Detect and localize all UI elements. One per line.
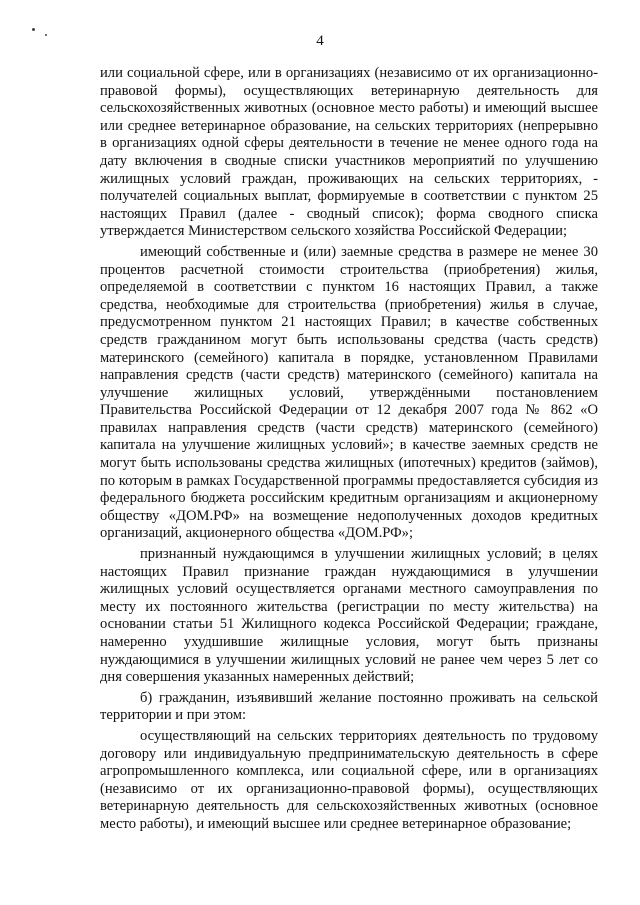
paragraph-housing-need: признанный нуждающимся в улучшении жилищных условий; в целях настоящих Правил признание граждан нуждающимися в улучшении жилищных условий осуществляется органами местного самоуправления по месту их постоянного жительства (регистрации по месту жительства) на основании статьи 51 Жилищного кодекса Российской Федерации; граждане, намеренно ухудшившие жилищные условия, могут быть признаны нуждающимися в улучшении жилищных условий не ранее чем через 5 лет со дня совершения указанных намеренных действий; <box>100 546 598 686</box>
paragraph-employment: осуществляющий на сельских территориях деятельность по трудовому договору или индивидуальную предпринимательскую деятельность в сфере агропромышленного комплекса, или социальной сфере, или в организациях (независимо от их организационно-правовой формы), осуществляющих ветеринарную деятельность для сельскохозяйственных животных (основное место работы), и имеющий высшее или среднее ветеринарное образование; <box>100 727 598 832</box>
paragraph-own-funds: имеющий собственные и (или) заемные средства в размере не менее 30 процентов расчетной стоимости строительства (приобретения) жилья, определяемой в соответствии с пунктом 16 настоящих Правил, а также средства, необходимые для строительства (приобретения) жилья в случае, предусмотренном пунктом 21 настоящих Правил; в качестве собственных средств гражданином могут быть использованы средства (часть средств) материнского (семейного) капитала в порядке, установленном Правилами направления средств (части средств) материнского (семейного) капитала на улучшение жилищных условий, утверждёнными постановлением Правительства Российской Федерации от 12 декабря 2007 года № 862 «О правилах направления средств (части средств) материнского (семейного) капитала на улучшение жилищных условий»; в качестве заемных средств не могут быть использованы средства жилищных (ипотечных) кредитов (займов), по которым в рамках Государственной программы предоставляется субсидия из федерального бюджета российским кредитным организациям и акционерному обществу «ДОМ.РФ» на возмещение недополученных доходов кредитных организаций, акционерного общества «ДОМ.РФ»; <box>100 243 598 542</box>
scan-speck <box>32 28 35 31</box>
paragraph-continuation: или социальной сфере, или в организациях (независимо от их организационно-правовой формы), осуществляющих ветеринарную деятельность для сельскохозяйственных животных (основное место работы) и имеющий высшее или среднее ветеринарное образование, на сельских территориях (непрерывно в организациях одной сферы деятельности в течение не менее одного года на дату включения в сводные списки участников мероприятий по улучшению жилищных условий граждан, проживающих на сельских территориях, - получателей социальных выплат, формируемые в соответствии с пунктом 25 настоящих Правил (далее - сводный список); форма сводного списка утверждается Министерством сельского хозяйства Российской Федерации; <box>100 65 598 240</box>
body-text <box>100 65 598 837</box>
paragraph-item-b: б) гражданин, изъявивший желание постоянно проживать на сельской территории и при этом: <box>100 689 598 724</box>
page-number: 4 <box>316 33 324 49</box>
